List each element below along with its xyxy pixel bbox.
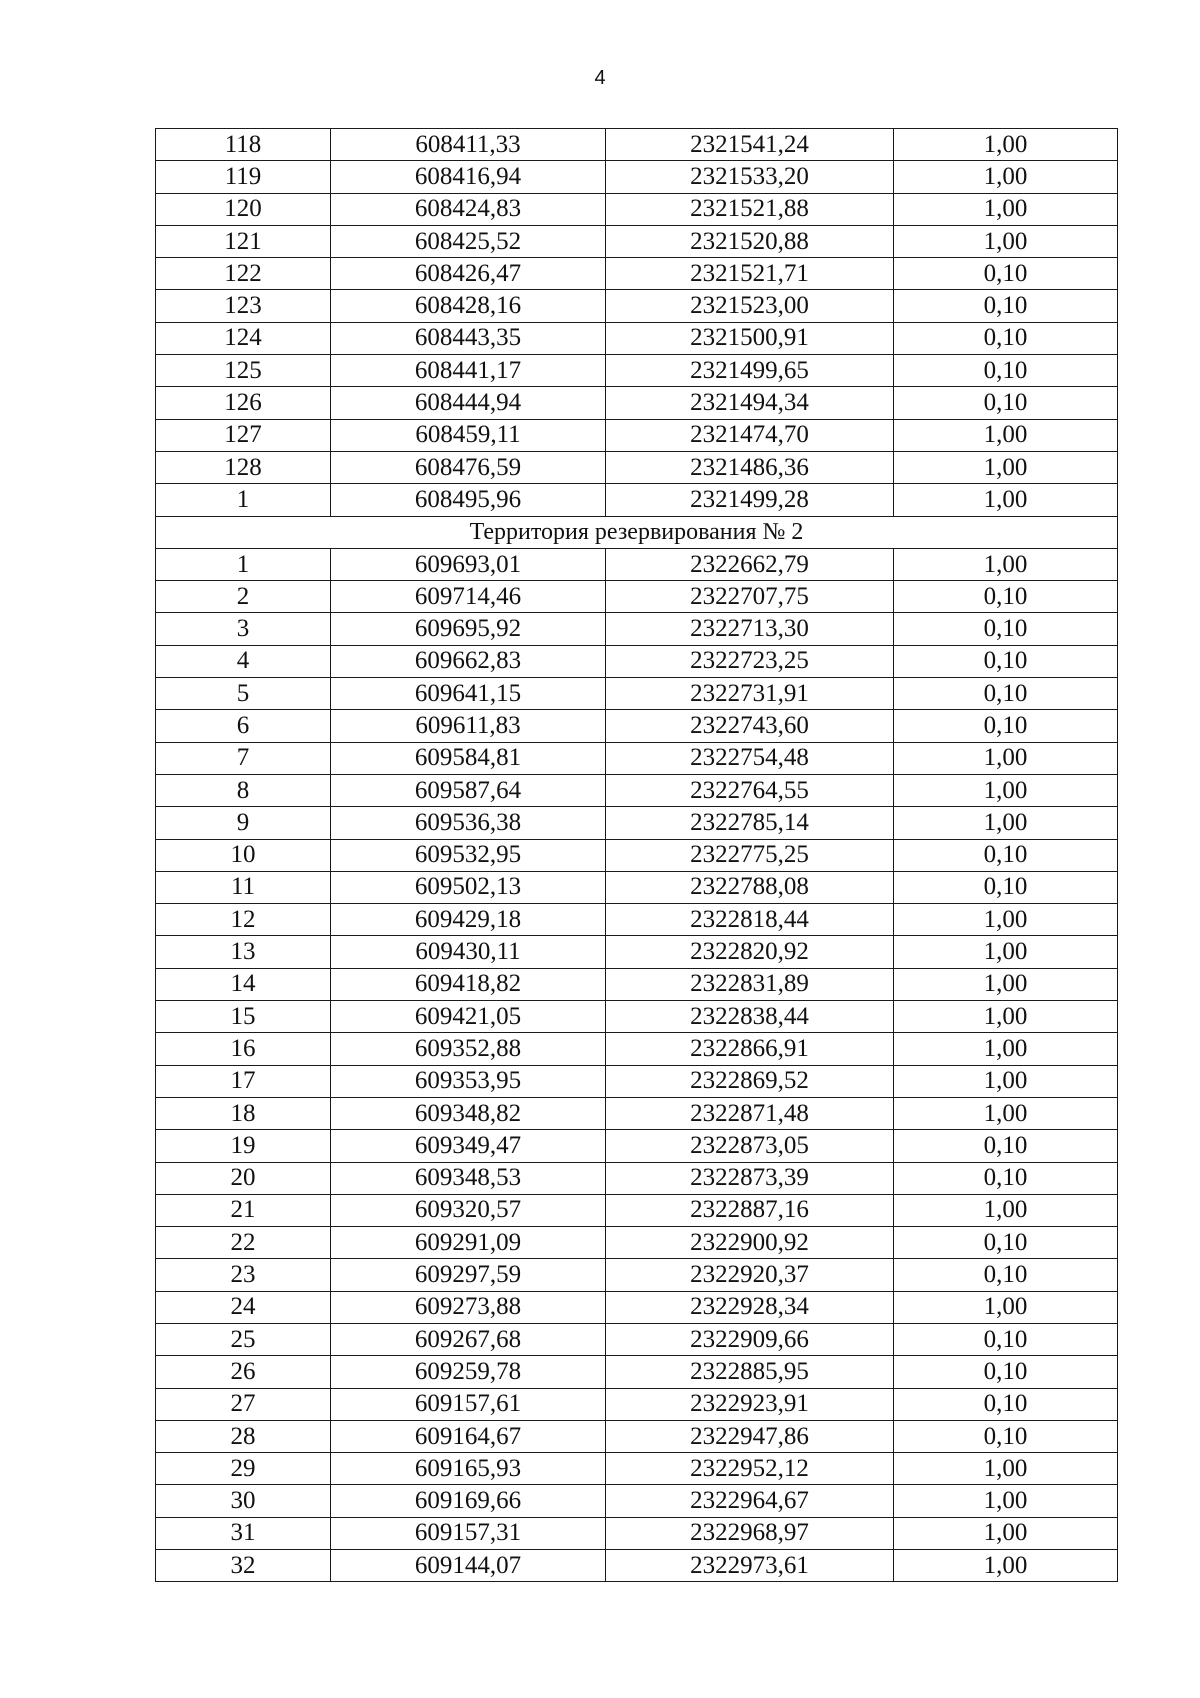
x-coordinate-cell: 609267,68 — [331, 1323, 606, 1355]
accuracy-cell: 1,00 — [894, 774, 1118, 806]
point-number-cell: 6 — [156, 710, 331, 742]
y-coordinate-cell: 2321521,88 — [606, 193, 894, 225]
point-number-cell: 11 — [156, 871, 331, 903]
y-coordinate-cell: 2322831,89 — [606, 968, 894, 1000]
x-coordinate-cell: 608425,52 — [331, 225, 606, 257]
accuracy-cell: 0,10 — [894, 710, 1118, 742]
table-row — [156, 1162, 1118, 1194]
accuracy-cell: 1,00 — [894, 1485, 1118, 1517]
x-coordinate-cell: 609536,38 — [331, 807, 606, 839]
y-coordinate-cell: 2322900,92 — [606, 1227, 894, 1259]
point-number-cell: 16 — [156, 1033, 331, 1065]
accuracy-cell: 0,10 — [894, 1388, 1118, 1420]
y-coordinate-cell: 2322707,75 — [606, 581, 894, 613]
section-header-row — [156, 516, 1118, 548]
x-coordinate-cell: 608428,16 — [331, 290, 606, 322]
y-coordinate-cell: 2322785,14 — [606, 807, 894, 839]
table-row — [156, 1097, 1118, 1129]
point-number-cell: 31 — [156, 1517, 331, 1549]
table-row — [156, 355, 1118, 387]
accuracy-cell: 1,00 — [894, 225, 1118, 257]
x-coordinate-cell: 609352,88 — [331, 1033, 606, 1065]
point-number-cell: 14 — [156, 968, 331, 1000]
x-coordinate-cell: 608495,96 — [331, 484, 606, 516]
y-coordinate-cell: 2321500,91 — [606, 322, 894, 354]
table-row — [156, 290, 1118, 322]
y-coordinate-cell: 2322873,05 — [606, 1130, 894, 1162]
table-row — [156, 1130, 1118, 1162]
point-number-cell: 29 — [156, 1453, 331, 1485]
accuracy-cell: 1,00 — [894, 968, 1118, 1000]
coordinates-table — [155, 128, 1118, 1582]
table-row — [156, 451, 1118, 483]
table-row — [156, 484, 1118, 516]
table-row — [156, 1259, 1118, 1291]
point-number-cell: 9 — [156, 807, 331, 839]
point-number-cell: 120 — [156, 193, 331, 225]
table-row — [156, 1356, 1118, 1388]
accuracy-cell: 1,00 — [894, 936, 1118, 968]
point-number-cell: 21 — [156, 1194, 331, 1226]
point-number-cell: 7 — [156, 742, 331, 774]
table-row — [156, 1065, 1118, 1097]
accuracy-cell: 0,10 — [894, 613, 1118, 645]
x-coordinate-cell: 609320,57 — [331, 1194, 606, 1226]
section-title: Территория резервирования № 2 — [156, 516, 1118, 548]
y-coordinate-cell: 2322909,66 — [606, 1323, 894, 1355]
table-row — [156, 1550, 1118, 1582]
point-number-cell: 23 — [156, 1259, 331, 1291]
accuracy-cell: 0,10 — [894, 322, 1118, 354]
point-number-cell: 122 — [156, 258, 331, 290]
x-coordinate-cell: 609693,01 — [331, 548, 606, 580]
x-coordinate-cell: 609662,83 — [331, 645, 606, 677]
x-coordinate-cell: 608416,94 — [331, 161, 606, 193]
table-row — [156, 193, 1118, 225]
table-row — [156, 1194, 1118, 1226]
table-row — [156, 839, 1118, 871]
x-coordinate-cell: 609348,53 — [331, 1162, 606, 1194]
y-coordinate-cell: 2322754,48 — [606, 742, 894, 774]
table-row — [156, 419, 1118, 451]
point-number-cell: 4 — [156, 645, 331, 677]
x-coordinate-cell: 608443,35 — [331, 322, 606, 354]
accuracy-cell: 1,00 — [894, 193, 1118, 225]
point-number-cell: 1 — [156, 484, 331, 516]
table-row — [156, 613, 1118, 645]
point-number-cell: 15 — [156, 1001, 331, 1033]
x-coordinate-cell: 609169,66 — [331, 1485, 606, 1517]
y-coordinate-cell: 2321486,36 — [606, 451, 894, 483]
y-coordinate-cell: 2322968,97 — [606, 1517, 894, 1549]
point-number-cell: 30 — [156, 1485, 331, 1517]
table-row — [156, 774, 1118, 806]
x-coordinate-cell: 609587,64 — [331, 774, 606, 806]
table-row — [156, 1227, 1118, 1259]
x-coordinate-cell: 608459,11 — [331, 419, 606, 451]
point-number-cell: 2 — [156, 581, 331, 613]
accuracy-cell: 1,00 — [894, 1550, 1118, 1582]
y-coordinate-cell: 2322818,44 — [606, 904, 894, 936]
table-row — [156, 678, 1118, 710]
accuracy-cell: 0,10 — [894, 1130, 1118, 1162]
point-number-cell: 13 — [156, 936, 331, 968]
point-number-cell: 22 — [156, 1227, 331, 1259]
y-coordinate-cell: 2321474,70 — [606, 419, 894, 451]
accuracy-cell: 0,10 — [894, 678, 1118, 710]
point-number-cell: 25 — [156, 1323, 331, 1355]
y-coordinate-cell: 2321521,71 — [606, 258, 894, 290]
y-coordinate-cell: 2322775,25 — [606, 839, 894, 871]
table-row — [156, 1388, 1118, 1420]
y-coordinate-cell: 2322887,16 — [606, 1194, 894, 1226]
accuracy-cell: 0,10 — [894, 871, 1118, 903]
accuracy-cell: 1,00 — [894, 129, 1118, 161]
point-number-cell: 125 — [156, 355, 331, 387]
accuracy-cell: 1,00 — [894, 1453, 1118, 1485]
y-coordinate-cell: 2322964,67 — [606, 1485, 894, 1517]
y-coordinate-cell: 2322928,34 — [606, 1291, 894, 1323]
table-row — [156, 161, 1118, 193]
point-number-cell: 19 — [156, 1130, 331, 1162]
y-coordinate-cell: 2321499,65 — [606, 355, 894, 387]
accuracy-cell: 1,00 — [894, 1291, 1118, 1323]
x-coordinate-cell: 609714,46 — [331, 581, 606, 613]
table-row — [156, 1291, 1118, 1323]
accuracy-cell: 0,10 — [894, 258, 1118, 290]
accuracy-cell: 1,00 — [894, 1517, 1118, 1549]
table-row — [156, 1420, 1118, 1452]
y-coordinate-cell: 2321520,88 — [606, 225, 894, 257]
accuracy-cell: 1,00 — [894, 161, 1118, 193]
point-number-cell: 10 — [156, 839, 331, 871]
point-number-cell: 8 — [156, 774, 331, 806]
x-coordinate-cell: 609259,78 — [331, 1356, 606, 1388]
point-number-cell: 26 — [156, 1356, 331, 1388]
point-number-cell: 27 — [156, 1388, 331, 1420]
point-number-cell: 17 — [156, 1065, 331, 1097]
y-coordinate-cell: 2322869,52 — [606, 1065, 894, 1097]
x-coordinate-cell: 608444,94 — [331, 387, 606, 419]
table-row — [156, 1033, 1118, 1065]
y-coordinate-cell: 2322866,91 — [606, 1033, 894, 1065]
y-coordinate-cell: 2322885,95 — [606, 1356, 894, 1388]
x-coordinate-cell: 609349,47 — [331, 1130, 606, 1162]
y-coordinate-cell: 2322788,08 — [606, 871, 894, 903]
point-number-cell: 18 — [156, 1097, 331, 1129]
accuracy-cell: 0,10 — [894, 1162, 1118, 1194]
point-number-cell: 124 — [156, 322, 331, 354]
y-coordinate-cell: 2322873,39 — [606, 1162, 894, 1194]
accuracy-cell: 1,00 — [894, 904, 1118, 936]
point-number-cell: 121 — [156, 225, 331, 257]
accuracy-cell: 1,00 — [894, 742, 1118, 774]
x-coordinate-cell: 609157,61 — [331, 1388, 606, 1420]
accuracy-cell: 0,10 — [894, 387, 1118, 419]
point-number-cell: 126 — [156, 387, 331, 419]
table-row — [156, 1517, 1118, 1549]
accuracy-cell: 1,00 — [894, 1065, 1118, 1097]
accuracy-cell: 1,00 — [894, 807, 1118, 839]
table-row — [156, 1001, 1118, 1033]
point-number-cell: 24 — [156, 1291, 331, 1323]
accuracy-cell: 1,00 — [894, 1194, 1118, 1226]
x-coordinate-cell: 609144,07 — [331, 1550, 606, 1582]
x-coordinate-cell: 609348,82 — [331, 1097, 606, 1129]
x-coordinate-cell: 609611,83 — [331, 710, 606, 742]
table-row — [156, 645, 1118, 677]
point-number-cell: 123 — [156, 290, 331, 322]
point-number-cell: 127 — [156, 419, 331, 451]
point-number-cell: 119 — [156, 161, 331, 193]
point-number-cell: 3 — [156, 613, 331, 645]
x-coordinate-cell: 609584,81 — [331, 742, 606, 774]
accuracy-cell: 1,00 — [894, 1097, 1118, 1129]
accuracy-cell: 0,10 — [894, 1227, 1118, 1259]
x-coordinate-cell: 609165,93 — [331, 1453, 606, 1485]
accuracy-cell: 0,10 — [894, 1323, 1118, 1355]
x-coordinate-cell: 608476,59 — [331, 451, 606, 483]
x-coordinate-cell: 609430,11 — [331, 936, 606, 968]
table-row — [156, 581, 1118, 613]
y-coordinate-cell: 2322723,25 — [606, 645, 894, 677]
table-body-after-section — [156, 548, 1118, 1582]
accuracy-cell: 0,10 — [894, 290, 1118, 322]
accuracy-cell: 1,00 — [894, 419, 1118, 451]
table-row — [156, 258, 1118, 290]
point-number-cell: 20 — [156, 1162, 331, 1194]
table-row — [156, 807, 1118, 839]
x-coordinate-cell: 609273,88 — [331, 1291, 606, 1323]
section-header-body — [156, 516, 1118, 548]
table-row — [156, 968, 1118, 1000]
point-number-cell: 32 — [156, 1550, 331, 1582]
table-row — [156, 1485, 1118, 1517]
x-coordinate-cell: 609502,13 — [331, 871, 606, 903]
x-coordinate-cell: 609532,95 — [331, 839, 606, 871]
table-row — [156, 1453, 1118, 1485]
table-row — [156, 129, 1118, 161]
y-coordinate-cell: 2322713,30 — [606, 613, 894, 645]
x-coordinate-cell: 609157,31 — [331, 1517, 606, 1549]
x-coordinate-cell: 608424,83 — [331, 193, 606, 225]
y-coordinate-cell: 2322731,91 — [606, 678, 894, 710]
x-coordinate-cell: 609641,15 — [331, 678, 606, 710]
accuracy-cell: 1,00 — [894, 484, 1118, 516]
accuracy-cell: 0,10 — [894, 1356, 1118, 1388]
table-row — [156, 387, 1118, 419]
x-coordinate-cell: 609429,18 — [331, 904, 606, 936]
point-number-cell: 128 — [156, 451, 331, 483]
page-number: 4 — [594, 67, 606, 89]
y-coordinate-cell: 2322662,79 — [606, 548, 894, 580]
y-coordinate-cell: 2322952,12 — [606, 1453, 894, 1485]
accuracy-cell: 0,10 — [894, 1259, 1118, 1291]
accuracy-cell: 1,00 — [894, 451, 1118, 483]
x-coordinate-cell: 608411,33 — [331, 129, 606, 161]
table-row — [156, 1323, 1118, 1355]
accuracy-cell: 0,10 — [894, 355, 1118, 387]
y-coordinate-cell: 2322838,44 — [606, 1001, 894, 1033]
x-coordinate-cell: 609695,92 — [331, 613, 606, 645]
accuracy-cell: 1,00 — [894, 548, 1118, 580]
y-coordinate-cell: 2322973,61 — [606, 1550, 894, 1582]
y-coordinate-cell: 2322920,37 — [606, 1259, 894, 1291]
table-row — [156, 742, 1118, 774]
table-row — [156, 710, 1118, 742]
x-coordinate-cell: 608426,47 — [331, 258, 606, 290]
y-coordinate-cell: 2322947,86 — [606, 1420, 894, 1452]
table-row — [156, 871, 1118, 903]
y-coordinate-cell: 2321494,34 — [606, 387, 894, 419]
point-number-cell: 1 — [156, 548, 331, 580]
x-coordinate-cell: 608441,17 — [331, 355, 606, 387]
accuracy-cell: 1,00 — [894, 1001, 1118, 1033]
point-number-cell: 5 — [156, 678, 331, 710]
x-coordinate-cell: 609353,95 — [331, 1065, 606, 1097]
accuracy-cell: 0,10 — [894, 581, 1118, 613]
x-coordinate-cell: 609164,67 — [331, 1420, 606, 1452]
y-coordinate-cell: 2322923,91 — [606, 1388, 894, 1420]
table-row — [156, 548, 1118, 580]
accuracy-cell: 1,00 — [894, 1033, 1118, 1065]
y-coordinate-cell: 2322764,55 — [606, 774, 894, 806]
y-coordinate-cell: 2321523,00 — [606, 290, 894, 322]
accuracy-cell: 0,10 — [894, 1420, 1118, 1452]
accuracy-cell: 0,10 — [894, 645, 1118, 677]
y-coordinate-cell: 2322820,92 — [606, 936, 894, 968]
point-number-cell: 28 — [156, 1420, 331, 1452]
table-row — [156, 904, 1118, 936]
x-coordinate-cell: 609297,59 — [331, 1259, 606, 1291]
table-row — [156, 322, 1118, 354]
y-coordinate-cell: 2322871,48 — [606, 1097, 894, 1129]
point-number-cell: 12 — [156, 904, 331, 936]
table-body-before-section — [156, 129, 1118, 517]
y-coordinate-cell: 2321499,28 — [606, 484, 894, 516]
table-row — [156, 225, 1118, 257]
y-coordinate-cell: 2322743,60 — [606, 710, 894, 742]
point-number-cell: 118 — [156, 129, 331, 161]
y-coordinate-cell: 2321541,24 — [606, 129, 894, 161]
y-coordinate-cell: 2321533,20 — [606, 161, 894, 193]
x-coordinate-cell: 609421,05 — [331, 1001, 606, 1033]
x-coordinate-cell: 609418,82 — [331, 968, 606, 1000]
x-coordinate-cell: 609291,09 — [331, 1227, 606, 1259]
accuracy-cell: 0,10 — [894, 839, 1118, 871]
table-row — [156, 936, 1118, 968]
